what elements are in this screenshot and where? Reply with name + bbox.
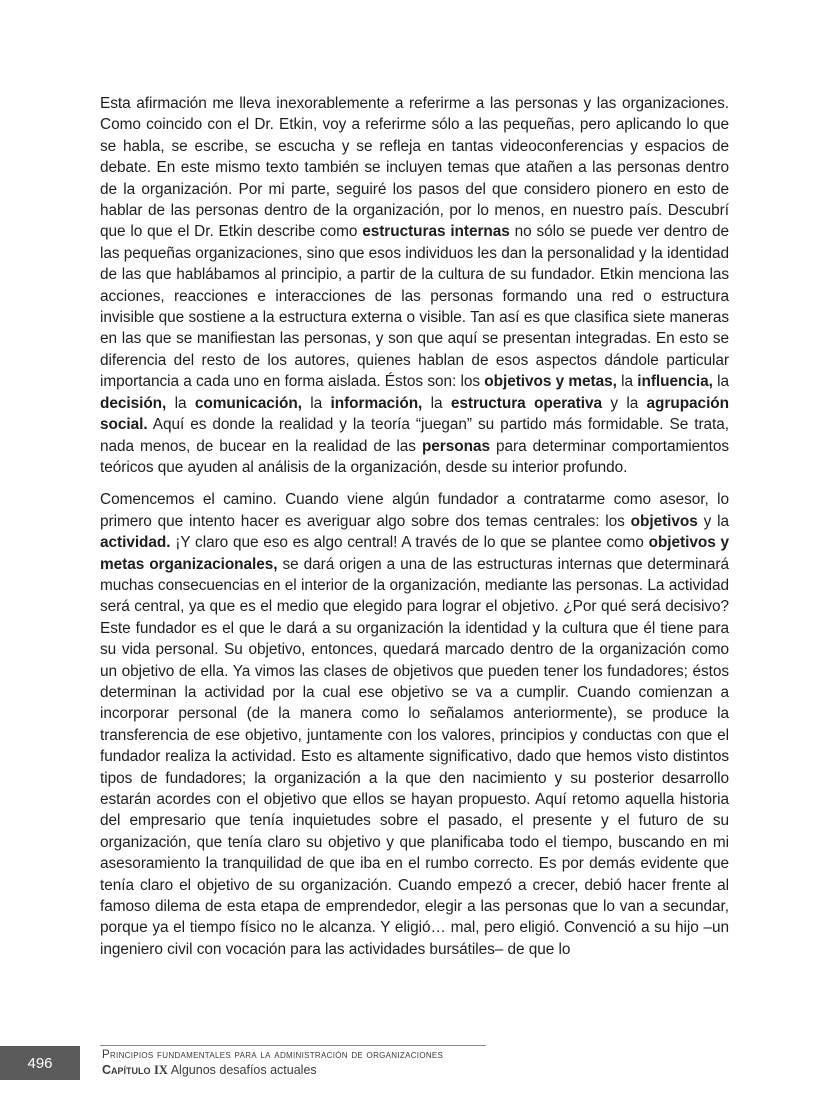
- text-run: ¡Y claro que eso es algo central! A través de lo que se plantee como: [170, 534, 649, 552]
- text-run: la: [301, 394, 331, 412]
- bold-term: decisión,: [100, 394, 167, 412]
- chapter-line: [102, 1063, 443, 1078]
- bold-term: objetivos: [630, 512, 698, 530]
- body-paragraph: [100, 489, 729, 960]
- bold-term: objetivos y metas organizacionales,: [100, 534, 729, 573]
- page-number: 496: [27, 1054, 53, 1072]
- chapter-numeral: IX: [154, 1063, 168, 1077]
- bold-term: objetivos y metas,: [484, 373, 617, 391]
- bold-term: personas: [421, 437, 490, 455]
- text-run: la: [422, 394, 451, 412]
- bold-term: actividad.: [100, 534, 171, 552]
- text-run: la: [616, 373, 638, 391]
- text-run: no sólo se puede ver dentro de las pequeñas organizaciones, sino que esos individuos les dan la personalidad y la identidad de las que hablábamos al principio, a partir de la cultura de su fundador. Etkin menciona las acciones, reacciones e interacciones de las personas formando una red o estructura invisible que sostiene a la estructura externa o visible. Tan así es que clasifica siete maneras en las que se manifiestan las personas, y son que aquí se presentan integradas. En esto se diferencia del resto de los autores, quienes hablan de esos aspectos dándole particular importancia a cada uno en forma aislada. Éstos son: los: [100, 223, 729, 391]
- text-run: Comencemos el camino. Cuando viene algún fundador a contratarme como asesor, lo primero que intento hacer es averiguar algo sobre dos temas centrales: los: [100, 491, 729, 530]
- text-run: y la: [697, 512, 729, 530]
- page-body: [100, 93, 729, 971]
- text-run: la: [712, 373, 729, 391]
- text-run: Aquí es donde la realidad y la teoría “juegan” su partido más formidable. Se trata, nada menos, de bucear en la realidad de las: [100, 416, 729, 455]
- text-run: la: [166, 394, 195, 412]
- page-number-tab: [0, 1046, 80, 1080]
- text-run: y la: [601, 394, 647, 412]
- text-run: para determinar comportamientos teóricos que ayuden al análisis de la organización, desde su interior profundo.: [100, 437, 729, 476]
- bold-term: información,: [330, 394, 423, 412]
- body-paragraph: [100, 93, 729, 478]
- chapter-label: Capítulo: [102, 1063, 151, 1077]
- book-title: Principios fundamentales para la administración de organizaciones: [102, 1049, 444, 1061]
- bold-term: comunicación,: [194, 394, 302, 412]
- running-footer: [102, 1048, 443, 1078]
- bold-term: estructuras internas: [362, 223, 510, 241]
- chapter-title: Algunos desafíos actuales: [170, 1063, 317, 1077]
- footer-divider: [100, 1045, 486, 1046]
- text-run: Esta afirmación me lleva inexorablemente a referirme a las personas y las organizaciones. Como coincido con el Dr. Etkin, voy a referirme sólo a las pequeñas, pero aplicando lo que se habla, se escribe, se escucha y se refleja en tantas videoconferencias y espacios de debate. En este mismo texto también se incluyen temas que atañen a las personas dentro de la organización. Por mi parte, seguiré los pasos del que considero pionero en esto de hablar de las personas dentro de la organización, por lo menos, en nuestro país. Descubrí que lo que el Dr. Etkin describe como: [100, 95, 729, 241]
- bold-term: influencia,: [637, 373, 713, 391]
- bold-term: agrupación social.: [100, 394, 729, 434]
- bold-term: estructura operativa: [450, 394, 602, 412]
- text-run: se dará origen a una de las estructuras internas que determinará muchas consecuencias en el interior de la organización, mediante las personas. La actividad será central, ya que es el medio que elegido para lograr el objetivo. ¿Por qué será decisivo? Este fundador es el que le dará a su organización la identidad y la cultura que él tiene para su vida personal. Su objetivo, entonces, quedará marcado dentro de la organización como un objetivo de ella. Ya vimos las clases de objetivos que pueden tener los fundadores; éstos determinan la actividad por la cual ese objetivo se va a cumplir. Cuando comienzan a incorporar personal (de la manera como lo señalamos anteriormente), se produce la transferencia de ese objetivo, juntamente con los valores, principios y conductas con que el fundador realiza la actividad. Esto es altamente significativo, dado que hemos visto distintos tipos de fundadores; la organización a la que den nacimiento y su posterior desarrollo estarán acordes con el objetivo que ellos se hayan propuesto. Aquí retomo aquella historia del empresario que tenía inquietudes sobre el pasado, el presente y el futuro de su organización, que tenía claro su objetivo y que planificaba todo el tiempo, buscando en mi asesoramiento la tranquilidad de que iba en el rumbo correcto. Es por demás evidente que tenía claro el objetivo de su organización. Cuando empezó a crecer, debió hacer frente al famoso dilema de esta etapa de emprendedor, elegir a las personas que lo van a secundar, porque ya el tiempo físico no le alcanza. Y eligió… mal, pero eligió. Convenció a su hijo –un ingeniero civil con vocación para las actividades bursátiles– de que lo: [100, 555, 729, 958]
